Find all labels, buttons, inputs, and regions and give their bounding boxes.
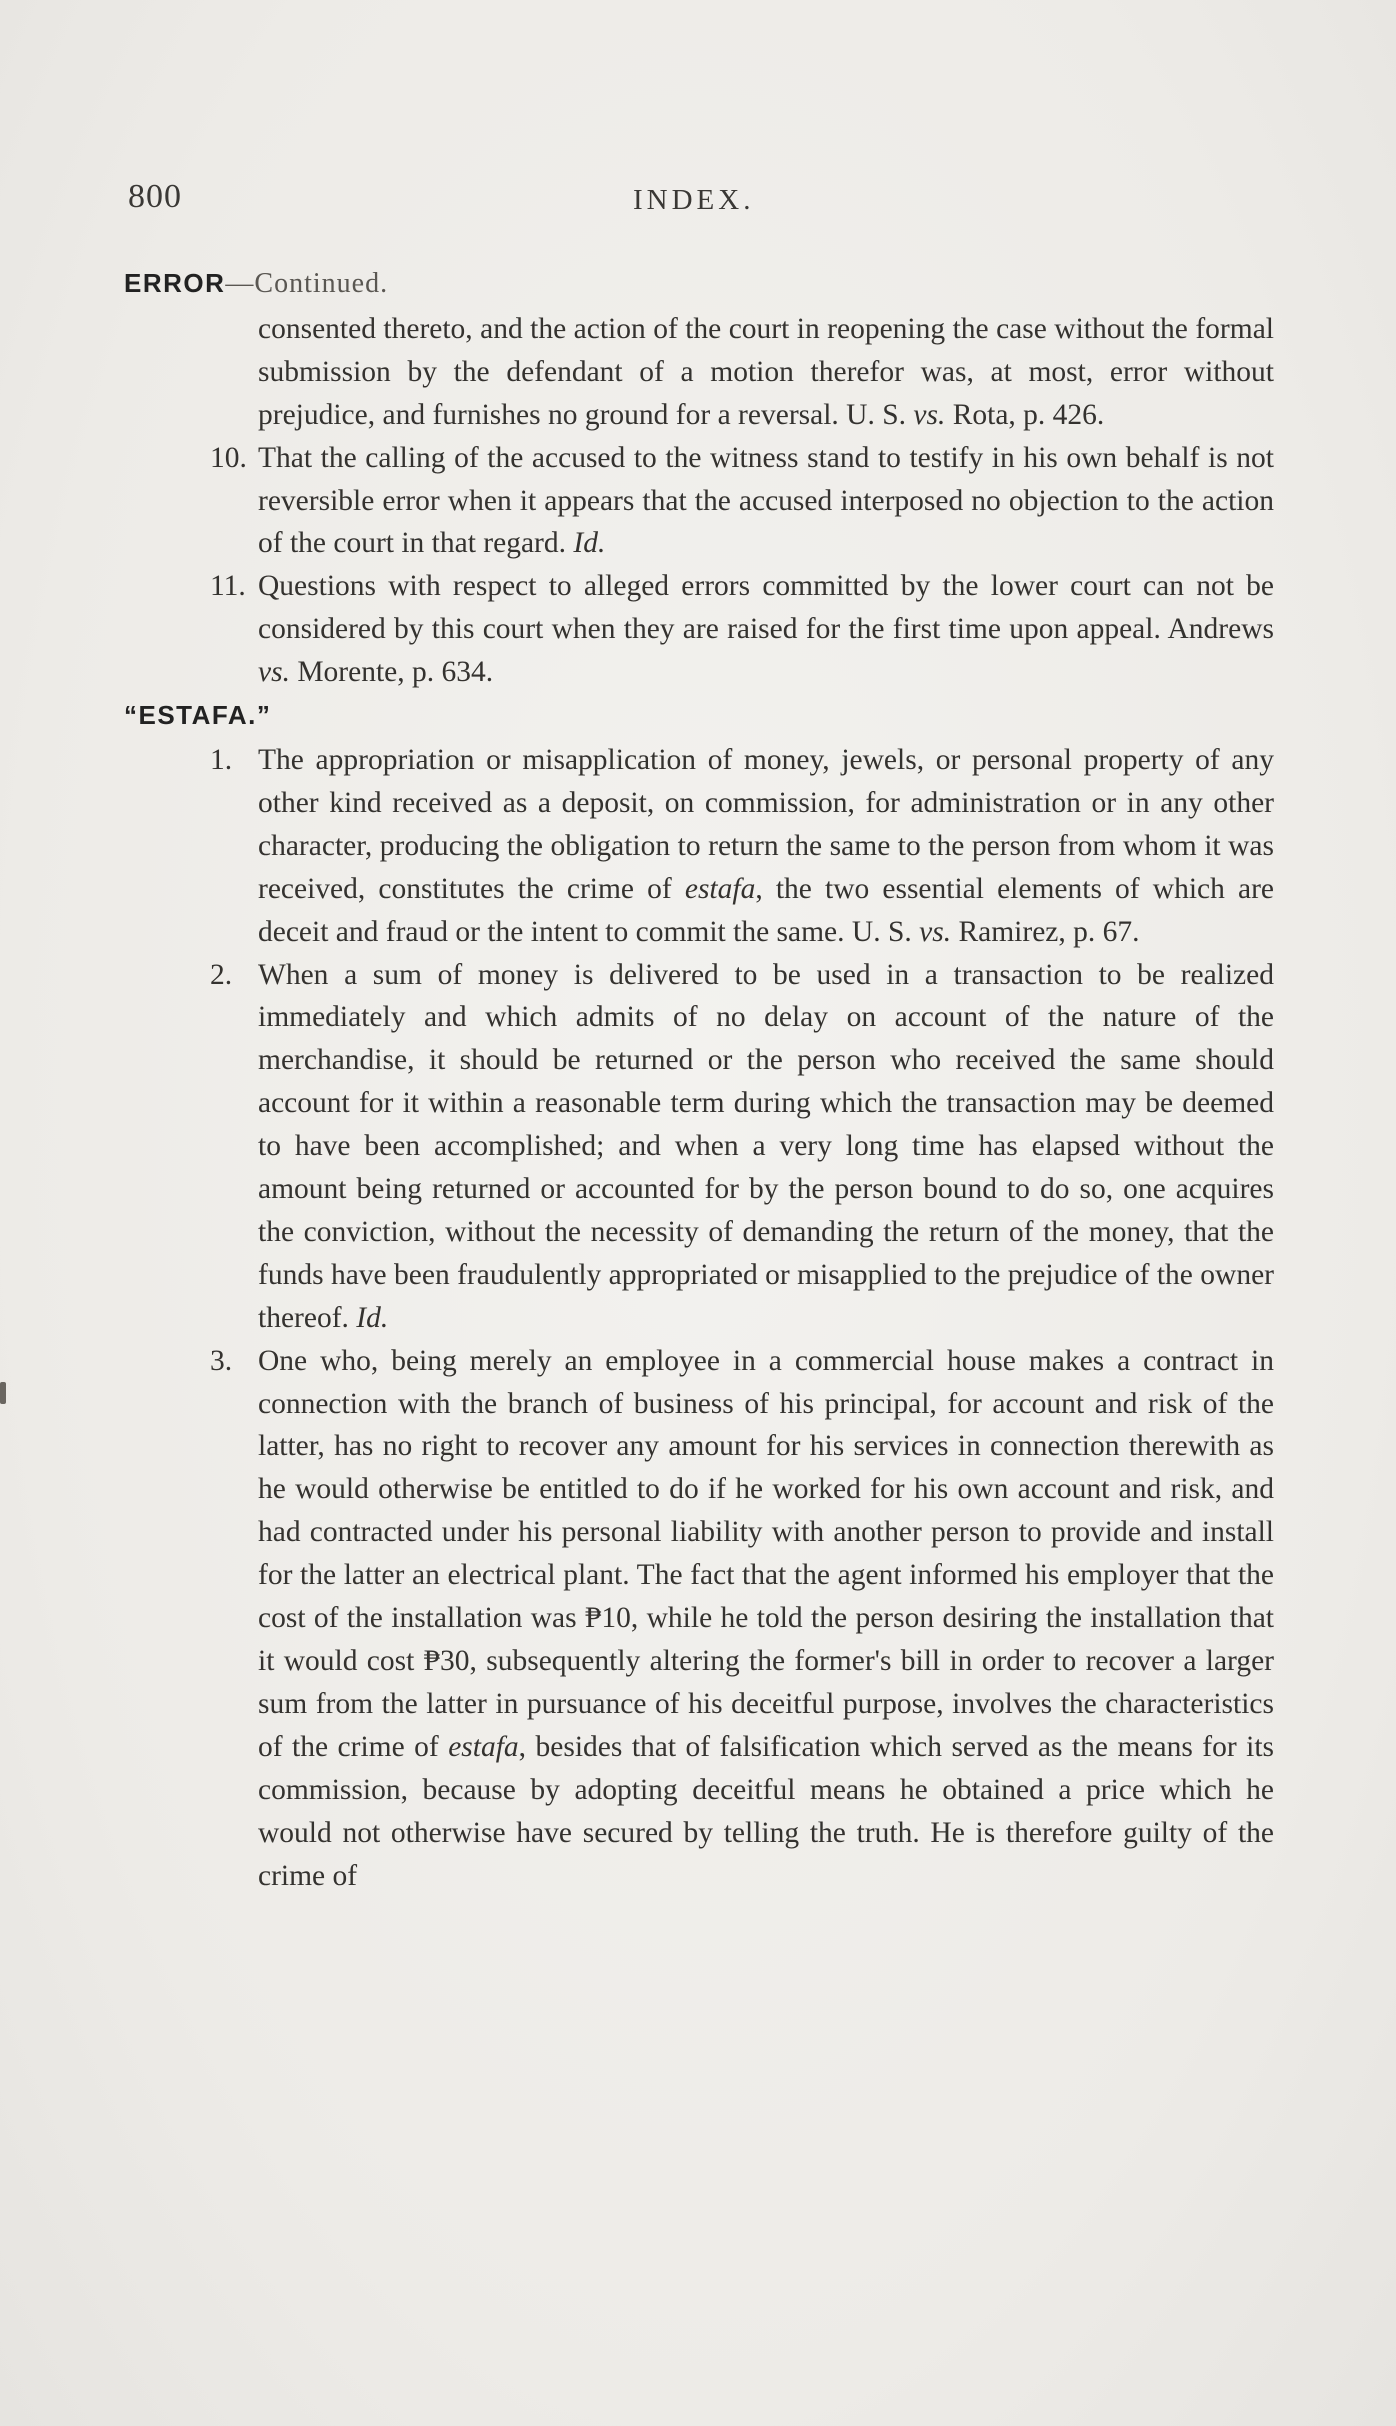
item-text: One who, being merely an employee in a commercial house makes a contract in connection with the branch of business of his principal, for account and risk of the latter, has no right to recover any amount for his services in connection therewith as he would otherwise be entitled to do if he worked for his own account and risk, and had contracted under his personal liability with another person to provide and install for the latter an electrical plant. The fact that the agent informed his employer that the cost of the installation was ₱10, while he told the person desiring the installation that it would cost ₱30, subsequently altering the former's bill in order to recover a larger sum from the latter in pursuance of his deceitful purpose, involves the characteristics of the crime of xyxy=(258,1344,1274,1763)
page-number: 800 xyxy=(128,178,182,215)
item-number: 1. xyxy=(210,743,233,776)
item-number: 11. xyxy=(210,570,246,603)
item-number: 3. xyxy=(210,1344,233,1377)
carryover-citation: Rota, p. 426. xyxy=(945,398,1105,431)
item-citation: Ramirez, p. 67. xyxy=(951,915,1140,948)
vs-italic: vs. xyxy=(258,656,290,689)
item-text: The appropriation or misapplication of money, jewels, or personal property of any other kind received as a deposit, on commission, for administration or in any other character, producing the obligation to return the same to the person from whom it was received, constitutes the crime of xyxy=(258,743,1274,905)
edge-smudge xyxy=(0,1382,6,1404)
error-item-10 xyxy=(124,437,1274,566)
term-italic: estafa xyxy=(684,872,756,905)
item-number: 10. xyxy=(210,441,247,474)
error-item-11 xyxy=(124,565,1274,694)
error-heading-line xyxy=(124,262,1274,306)
estafa-heading-line xyxy=(124,694,1274,737)
page-header xyxy=(128,178,1288,228)
item-text: Questions with respect to alleged errors committed by the lower court can not be considered by this court when they are raised for the first time upon appeal. Andrews xyxy=(258,570,1274,646)
item-text: When a sum of money is delivered to be used in a transaction to be realized immediately and which admits of no delay on account of the nature of the merchandise, it should be returned or the person who received the same should account for it within a reasonable term during which the transaction may be deemed to have been accomplished; and when a very long time has elapsed without the amount being returned or accounted for by the person bound to do so, one acquires the conviction, without the necessity of demanding the return of the money, that the funds have been fraudulently appropriated or misapplied to the prejudice of the owner thereof. xyxy=(258,958,1274,1334)
estafa-item-1 xyxy=(124,739,1274,954)
estafa-heading: “ESTAFA.” xyxy=(124,700,272,731)
error-heading: ERROR xyxy=(124,268,226,298)
running-title: INDEX. xyxy=(633,184,755,216)
term-italic: estafa xyxy=(448,1730,519,1763)
error-carryover-paragraph xyxy=(124,308,1274,437)
vs-italic: vs. xyxy=(913,398,946,431)
estafa-item-2 xyxy=(124,954,1274,1340)
item-text: That the calling of the accused to the witness stand to testify in his own behalf is not reversible error when it appears that the accused interposed no objection to the action of the court in that regard. xyxy=(258,441,1274,560)
item-citation: Id. xyxy=(573,527,606,560)
item-citation: Id. xyxy=(356,1301,389,1334)
item-number: 2. xyxy=(210,958,233,991)
vs-italic: vs. xyxy=(919,915,952,948)
index-content xyxy=(124,262,1274,1897)
item-citation: Morente, p. 634. xyxy=(289,656,494,689)
continued-label: —Continued. xyxy=(225,268,389,299)
carryover-text: consented thereto, and the action of the court in reopening the case without the formal submission by the defendant of a motion therefor was, at most, error without prejudice, and furnishes no ground for a reversal. U. S. xyxy=(258,312,1274,431)
item-text-continued: , the two essential elements of which are deceit and fraud or the intent to commit the same. U. S. xyxy=(258,872,1274,948)
estafa-item-3 xyxy=(124,1340,1274,1898)
item-text-continued: , besides that of falsification which served as the means for its commission, because by adopting deceitful means he obtained a price which he would not otherwise have secured by telling the truth. He is therefore guilty of the crime of xyxy=(258,1730,1275,1892)
